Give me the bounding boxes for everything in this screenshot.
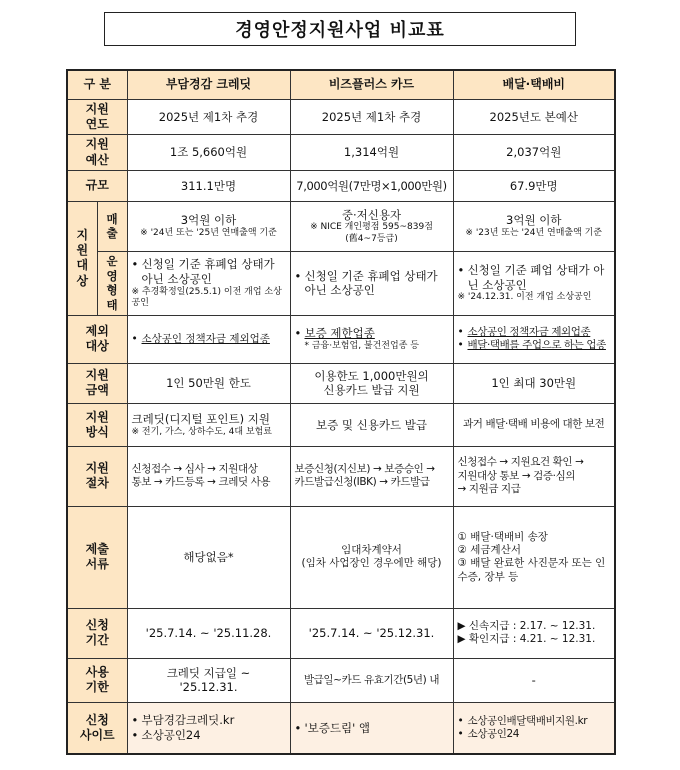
cell xyxy=(453,446,615,506)
cell-main: 크레딧(디지털 포인트) 지원 xyxy=(131,411,270,426)
cell xyxy=(127,702,290,754)
cell: 2,037억원 xyxy=(453,135,615,171)
cell: 발급일~카드 유효기간(5년) 내 xyxy=(290,658,453,702)
cell xyxy=(290,251,453,315)
site-link[interactable]: • 부담경감크레딧.kr xyxy=(132,713,286,728)
cell: '25.7.14. ~ '25.12.31. xyxy=(290,608,453,658)
row-label-site: 신청 사이트 xyxy=(67,702,127,754)
cell: 311.1만명 xyxy=(127,170,290,201)
cell: - xyxy=(453,658,615,702)
cell xyxy=(453,201,615,251)
cell-note: ※ '23년 또는 '24년 연매출액 기준 xyxy=(465,228,603,239)
table-row xyxy=(67,99,615,135)
list-item: • 신청일 기준 폐업 상태가 아닌 소상공인 xyxy=(458,263,611,292)
cell-main: 3억원 이하 xyxy=(506,213,562,228)
cell xyxy=(453,251,615,315)
cell-line: (임차 사업장인 경우에만 해당) xyxy=(301,557,442,570)
cell-note: ※ 추경확정일(25.5.1) 이전 개업 소상공인 xyxy=(131,286,282,309)
cell-line: 지원대상 통보 → 검증·심의 xyxy=(457,469,576,482)
comparison-table xyxy=(66,69,616,755)
table-row xyxy=(67,403,615,446)
row-label-sales: 매출 xyxy=(97,201,127,251)
cell-line: 임대차계약서 xyxy=(341,544,402,556)
cell: 1조 5,660억원 xyxy=(127,135,290,171)
cell: 1,314억원 xyxy=(290,135,453,171)
cell-line: 신용카드 발급 지원 xyxy=(323,383,420,398)
cell-main: 중·저신용자 xyxy=(341,207,402,222)
cell xyxy=(290,702,453,754)
cell-note: ※ '24년 또는 '25년 연매출액 기준 xyxy=(140,228,277,239)
cell: 67.9만명 xyxy=(453,170,615,201)
cell xyxy=(127,403,290,446)
row-label-operation: 운영 형태 xyxy=(97,251,127,315)
cell: 1인 50만원 한도 xyxy=(127,363,290,403)
row-label-amount: 지원 금액 xyxy=(67,363,127,403)
cell xyxy=(127,251,290,315)
list-item: • 배달·택배를 주업으로 하는 업종 xyxy=(458,339,611,352)
cell xyxy=(453,702,615,754)
list-item: • 신청일 기준 휴폐업 상태가 아닌 소상공인 xyxy=(132,257,286,286)
table-row xyxy=(67,201,615,251)
list-item: • 신청일 기준 휴폐업 상태가 아닌 소상공인 xyxy=(295,269,449,298)
cell: 2025년 제1차 추경 xyxy=(290,99,453,135)
header-col1: 부담경감 크레딧 xyxy=(127,70,290,99)
site-link[interactable]: • '보증드림' 앱 xyxy=(295,721,449,736)
row-label-year: 지원 연도 xyxy=(67,99,127,135)
cell xyxy=(290,446,453,506)
row-label-procedure: 지원 절차 xyxy=(67,446,127,506)
table-row xyxy=(67,363,615,403)
cell-line: '25.12.31. xyxy=(179,680,238,695)
cell xyxy=(127,446,290,506)
cell xyxy=(453,315,615,363)
row-label-target: 지 원 대 상 xyxy=(67,201,97,315)
list-item: ① 배달·택배비 송장 xyxy=(457,530,548,543)
cell: 7,000억원(7만명×1,000만원) xyxy=(290,170,453,201)
cell: '25.7.14. ~ '25.11.28. xyxy=(127,608,290,658)
cell-note: (舊4~7등급) xyxy=(345,233,398,244)
cell-line: 이용한도 1,000만원의 xyxy=(314,368,429,383)
cell-note: * 금융·보험업, 불건전업종 등 xyxy=(304,341,419,352)
table-row xyxy=(67,170,615,201)
table-row xyxy=(67,135,615,171)
table-row xyxy=(67,608,615,658)
row-label-period: 신청 기간 xyxy=(67,608,127,658)
table-row xyxy=(67,658,615,702)
site-link[interactable]: • 소상공인24 xyxy=(132,728,286,743)
cell: 2025년도 본예산 xyxy=(453,99,615,135)
cell xyxy=(290,315,453,363)
cell xyxy=(290,506,453,608)
header-col3: 배달·택배비 xyxy=(453,70,615,99)
cell xyxy=(453,506,615,608)
table-row xyxy=(67,446,615,506)
cell-note: ※ 전기, 가스, 상하수도, 4대 보험료 xyxy=(131,426,272,437)
list-item: ▶ 확인지급 : 4.21. ~ 12.31. xyxy=(457,633,596,646)
cell-main: 3억원 이하 xyxy=(180,213,237,228)
row-label-usage: 사용 기한 xyxy=(67,658,127,702)
row-label-budget: 지원 예산 xyxy=(67,135,127,171)
cell xyxy=(290,201,453,251)
cell: 1인 최대 30만원 xyxy=(453,363,615,403)
list-item: • 소상공인 정책자금 제외업종 xyxy=(132,333,286,346)
cell: 과거 배달·택배 비용에 대한 보전 xyxy=(453,403,615,446)
header-category: 구 분 xyxy=(67,70,127,99)
cell-line: → 지원금 지급 xyxy=(457,483,521,496)
list-item: ② 세금계산서 xyxy=(457,544,521,556)
cell-line: 카드발급신청(IBK) → 카드발급 xyxy=(294,476,430,489)
row-label-excluded: 제외 대상 xyxy=(67,315,127,363)
list-item: • 소상공인 정책자금 제외업종 xyxy=(458,326,611,339)
cell xyxy=(127,658,290,702)
cell xyxy=(290,363,453,403)
header-col2: 비즈플러스 카드 xyxy=(290,70,453,99)
site-link[interactable]: • 소상공인24 xyxy=(458,728,611,741)
table-row xyxy=(67,315,615,363)
cell xyxy=(453,608,615,658)
list-item: ▶ 신속지급 : 2.17. ~ 12.31. xyxy=(457,620,596,632)
cell: 2025년 제1차 추경 xyxy=(127,99,290,135)
header-row xyxy=(67,70,615,99)
list-item: ③ 배달 완료한 사진문자 또는 인수증, 장부 등 xyxy=(457,557,606,583)
row-label-method: 지원 방식 xyxy=(67,403,127,446)
table-row xyxy=(67,702,615,754)
cell xyxy=(127,201,290,251)
cell-line: 신청접수 → 지원요건 확인 → xyxy=(457,456,584,469)
cell-note: ※ '24.12.31. 이전 개업 소상공인 xyxy=(457,292,592,303)
cell: 해당없음* xyxy=(127,506,290,608)
table-row xyxy=(67,251,615,315)
cell-note: ※ NICE 개인평점 595~839점 xyxy=(310,222,433,233)
cell-line: 보증신청(지신보) → 보증승인 → xyxy=(294,463,435,475)
cell-line: 크레딧 지급일 ~ xyxy=(166,665,251,680)
list-item: • 보증 제한업종 xyxy=(295,326,449,341)
page-title: 경영안정지원사업 비교표 xyxy=(104,12,576,46)
row-label-scale: 규모 xyxy=(67,170,127,201)
cell: 보증 및 신용카드 발급 xyxy=(290,403,453,446)
table-row xyxy=(67,506,615,608)
row-label-documents: 제출 서류 xyxy=(67,506,127,608)
cell-line: 통보 → 카드등록 → 크레딧 사용 xyxy=(131,476,271,489)
site-link[interactable]: • 소상공인배달택배비지원.kr xyxy=(458,715,611,728)
cell xyxy=(127,315,290,363)
cell-line: 신청접수 → 심사 → 지원대상 xyxy=(131,463,258,475)
